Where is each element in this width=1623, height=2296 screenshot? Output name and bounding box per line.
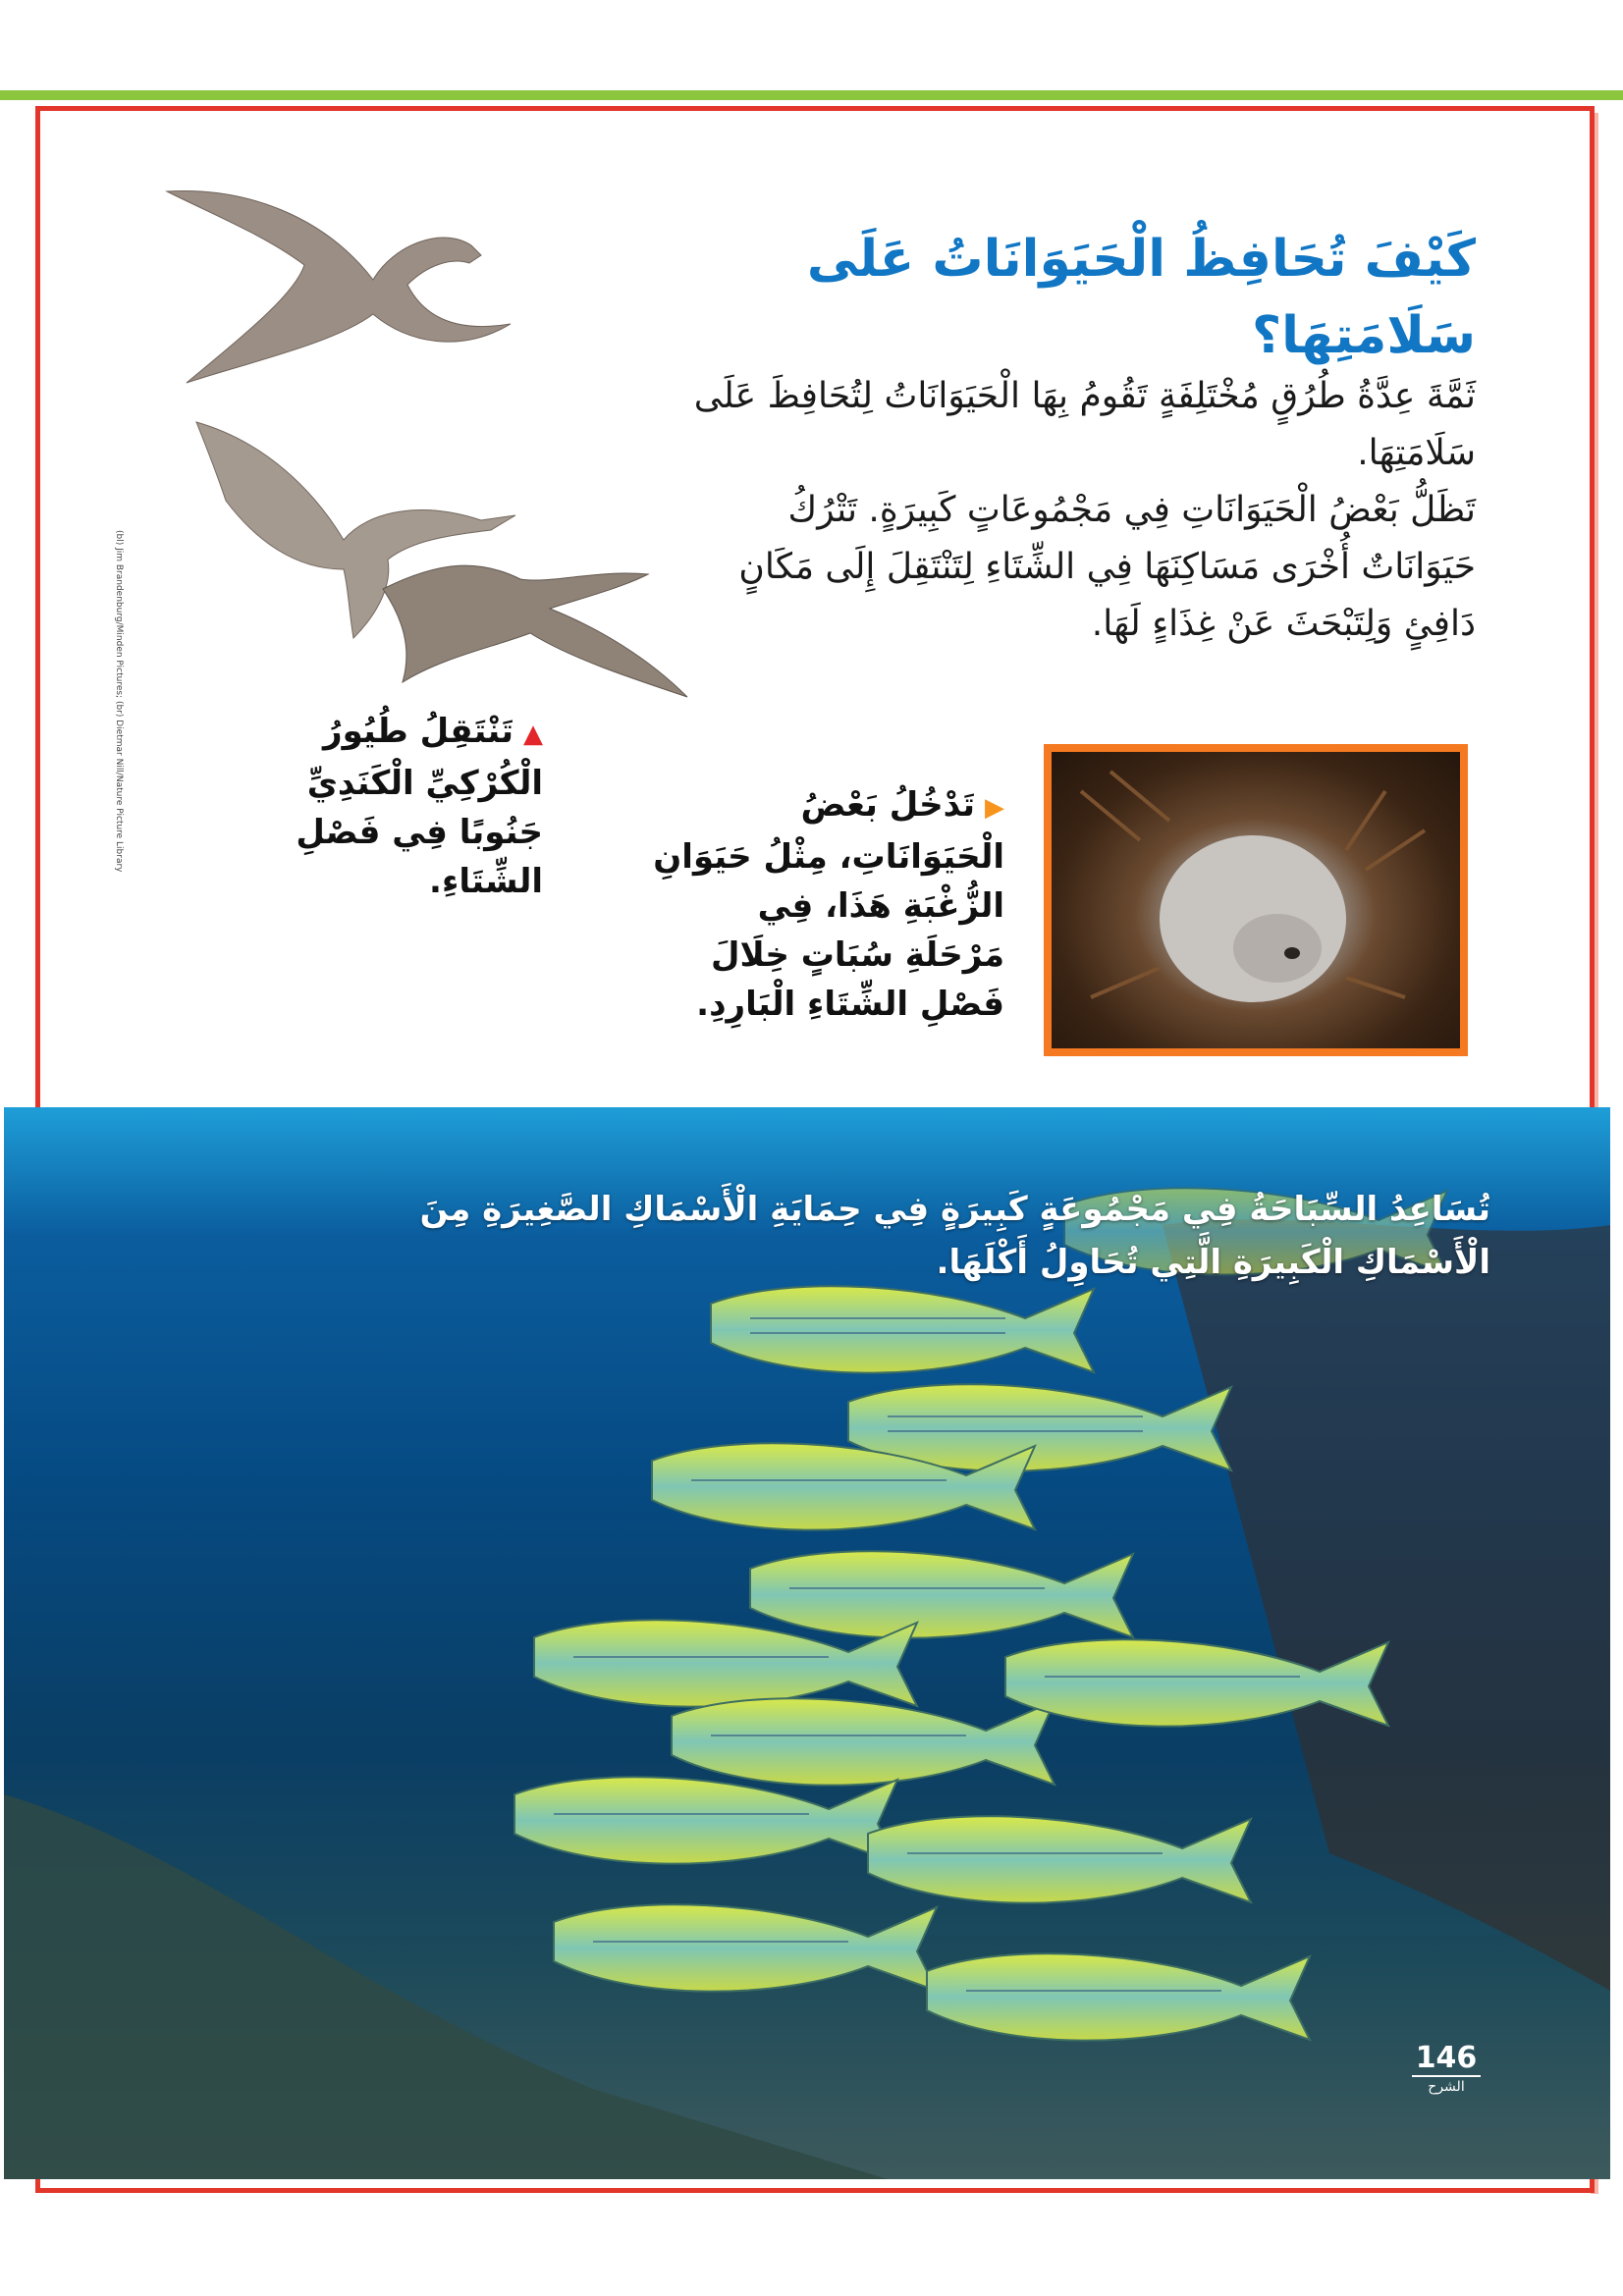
red-triangle-marker-icon: ▲	[523, 720, 543, 749]
page-number-label: الشرح	[1428, 2079, 1465, 2095]
page-top-margin	[0, 0, 1623, 90]
top-green-rule	[0, 90, 1623, 100]
cranes-photo	[157, 187, 805, 717]
cranes-caption	[288, 707, 543, 906]
page-number	[1412, 2042, 1481, 2097]
dormouse-caption	[651, 780, 1004, 1029]
crane-3	[383, 565, 687, 697]
fish-caption: تُسَاعِدُ السِّبَاحَةُ فِي مَجْمُوعَةٍ كَبِيرَةٍ فِي حِمَايَةِ الْأَسْمَاكِ الصَّغِيرَةِ مِنَ الْأَسْمَاكِ الْكَبِيرَةِ الَّتِي تُحَاوِلُ أَكْلَهَا.	[419, 1190, 1490, 1282]
dormouse-photo	[1044, 744, 1468, 1056]
intro-paragraph-1: ثَمَّةَ عِدَّةُ طُرُقٍ مُخْتَلِفَةٍ تَقُومُ بِهَا الْحَيَوَانَاتُ لِتُحَافِظَ عَلَى سَلَامَتِهَا.	[693, 376, 1476, 473]
intro-paragraph-2: تَظَلُّ بَعْضُ الْحَيَوَانَاتِ فِي مَجْمُوعَاتٍ كَبِيرَةٍ. تَتْرُكُ حَيَوَانَاتٌ أُخْرَى مَسَاكِنَهَا فِي الشِّتَاءِ لِتَنْتَقِلَ إِلَى مَكَانٍ دَافِئٍ وَلِتَبْحَثَ عَنْ غِذَاءٍ لَهَا.	[738, 490, 1476, 644]
page-number-value: 146	[1412, 2042, 1481, 2077]
crane-1	[167, 190, 511, 383]
dormouse-caption-text: تَدْخُلُ بَعْضُ الْحَيَوَانَاتِ، مِثْلُ حَيَوَانِ الزُّغْبَةِ هَذَا، فِي مَرْحَلَةِ سُبَاتٍ خِلَالَ فَصْلِ الشِّتَاءِ الْبَارِدِ.	[653, 785, 1004, 1024]
lesson-title: كَيْفَ تُحَافِظُ الْحَيَوَانَاتُ عَلَى سَلَامَتِهَا؟	[806, 230, 1476, 365]
orange-triangle-marker-icon: ▶	[985, 793, 1004, 823]
cranes-caption-text: تَنْتَقِلُ طُيُورُ الْكُرْكِيِّ الْكَنَدِيِّ جَنُوبًا فِي فَصْلِ الشِّتَاءِ.	[296, 712, 543, 901]
photo-credit: (bl) Jim Brandenburg/Minden Pictures; (br) Dietmar Nill/Nature Picture Library	[114, 530, 124, 873]
dormouse-image	[1052, 752, 1460, 1048]
